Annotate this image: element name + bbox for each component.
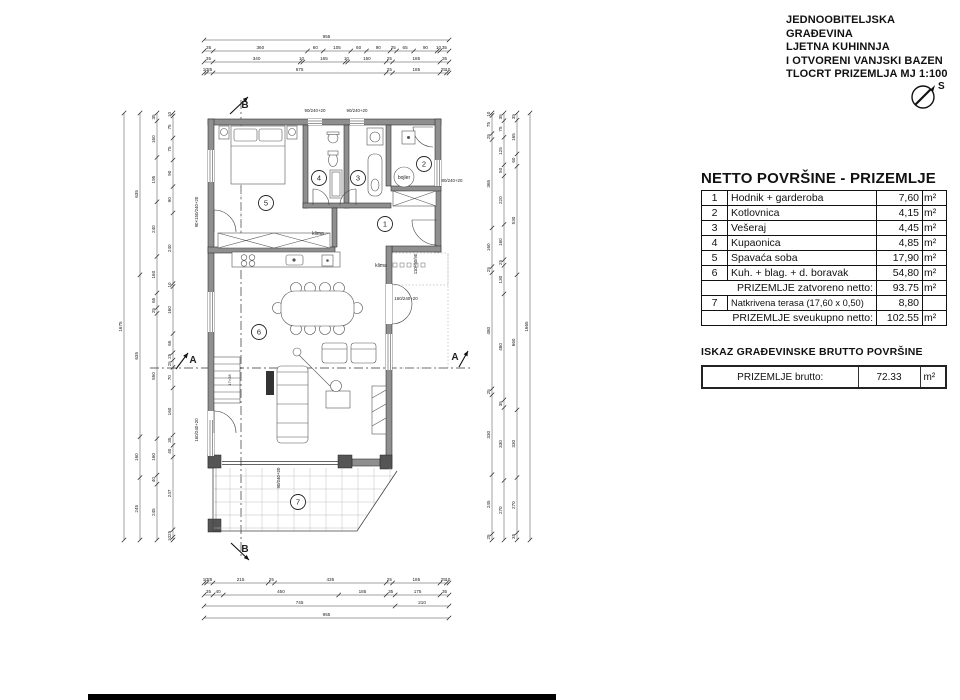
table-cell: 7,60	[877, 191, 923, 206]
table-cell: 3	[702, 221, 728, 236]
room-number	[291, 495, 306, 510]
dimension-label: 35	[441, 45, 447, 51]
dimension-label: 635	[134, 190, 140, 198]
dimension-label: 635	[134, 351, 140, 360]
table-cell: 17,90	[877, 251, 923, 266]
dimension-label: 25	[440, 67, 446, 73]
dimension-label: 245	[134, 504, 140, 513]
table-row	[702, 281, 947, 296]
section-letter: B	[241, 100, 249, 111]
dimension-label: 10	[202, 577, 208, 583]
sheet-edge-bar	[88, 694, 556, 700]
room-number	[259, 196, 274, 211]
dimension-label: 40	[215, 589, 221, 595]
table-cell: 4,45	[877, 221, 923, 236]
dimension-label: 75	[486, 121, 492, 128]
dimension-label: 195	[151, 175, 157, 184]
dimension-label: 65	[151, 297, 157, 303]
dimension-label: 35	[511, 533, 517, 539]
table-cell: m²	[923, 191, 947, 206]
dimension-label: 25	[167, 361, 173, 367]
brutto-block	[701, 346, 947, 389]
table-cell: m²	[923, 236, 947, 251]
dimension-label: 90	[167, 170, 173, 176]
dimension-label: 10	[167, 535, 173, 542]
table-cell: Kuh. + blag. + d. boravak	[728, 266, 877, 281]
dim-chain	[202, 34, 451, 42]
section-marker	[230, 97, 249, 114]
dimension-label: 185	[412, 577, 421, 583]
dim-chain	[202, 612, 451, 620]
title-line: I OTVORENI VANJSKI BAZEN	[786, 54, 943, 67]
table-cell: 6	[702, 266, 728, 281]
dimension-label: 245	[486, 500, 492, 509]
table-cell: 8,80	[877, 296, 923, 311]
room-number-label: 3	[355, 173, 361, 183]
dimension-label: 25	[386, 56, 392, 62]
dimension-label: 25	[498, 259, 504, 266]
table-row	[702, 251, 947, 266]
dimension-label: 75	[167, 124, 173, 130]
table-cell: 1	[702, 191, 728, 206]
plan-label: 90/240+20	[276, 467, 281, 489]
dimension-label: 75	[167, 146, 173, 152]
dimension-label: 330	[498, 440, 504, 448]
dimension-label: 10	[445, 67, 451, 73]
dimension-label: 125	[498, 147, 504, 155]
dimension-label: 675	[295, 67, 304, 73]
dimension-label: 550	[151, 372, 157, 380]
dimension-label: 210	[418, 600, 426, 606]
table-row	[702, 221, 947, 236]
table-cell: PRIZEMLJE sveukupno netto:	[702, 311, 877, 326]
dimension-label: 130	[498, 275, 504, 284]
title-lines	[786, 14, 956, 68]
plan-label: 90/240+20	[304, 108, 326, 113]
dimension-label: 220	[498, 196, 504, 205]
dim-chain	[202, 577, 451, 585]
dimension-label: 185	[412, 56, 421, 62]
dimension-label: 50	[498, 167, 504, 173]
dimension-label: 35	[498, 401, 504, 407]
room-number-label: 4	[316, 173, 322, 183]
plan-label: 90/240+20	[346, 108, 368, 113]
dimension-label: 160	[134, 453, 140, 461]
dimension-label: 35	[441, 56, 448, 62]
dimension-label: 60	[511, 157, 517, 163]
table-row	[702, 191, 947, 206]
title-line: JEDNOOBITELJSKA GRAĐEVINA	[786, 14, 895, 40]
room-number	[312, 171, 327, 186]
dimension-label: 10	[167, 111, 173, 118]
dimension-label: 435	[326, 577, 335, 583]
dimension-label: 25	[268, 577, 274, 583]
dimension-label: 35	[388, 589, 394, 595]
dimension-label: 10	[445, 577, 451, 583]
brutto-row-unit: m²	[920, 366, 946, 388]
room-number	[351, 171, 366, 186]
kitchen-counter	[232, 252, 340, 267]
dimension-label: 35	[441, 589, 448, 595]
dimension-label: 745	[295, 600, 304, 606]
dimension-label: 360	[256, 45, 265, 51]
room-number-label: 7	[295, 497, 301, 507]
table-cell: 4	[702, 236, 728, 251]
dimension-label: 270	[498, 506, 504, 515]
section-marker	[176, 353, 197, 369]
dimension-label: 90	[375, 45, 381, 51]
dimension-label: 35	[498, 114, 504, 120]
table-cell: Hodnik + garderoba	[728, 191, 877, 206]
dimension-label: 450	[277, 589, 285, 595]
table-cell: 7	[702, 296, 728, 311]
dimension-label: 185	[358, 589, 367, 595]
dimension-label: 330	[511, 439, 517, 448]
dimension-label: 10	[202, 67, 208, 73]
dimension-label: 90	[167, 197, 173, 203]
dim-chain	[202, 56, 451, 64]
dimension-label: 215	[236, 577, 245, 583]
dimension-label: 25	[486, 134, 492, 140]
dimension-label: 245	[151, 508, 157, 516]
dim-chain	[202, 600, 451, 608]
dimension-label: 1675	[118, 321, 124, 332]
dimension-label: 70	[167, 375, 173, 381]
brutto-heading: ISKAZ GRAĐEVINSKE BRUTTO POVRŠINE	[701, 346, 923, 358]
table-row	[702, 311, 947, 326]
dimension-label: 160	[167, 306, 173, 314]
dimension-label: 160	[486, 243, 492, 252]
table-cell: 4,15	[877, 206, 923, 221]
dimension-label: 160	[151, 135, 157, 144]
table-cell: 2	[702, 206, 728, 221]
brutto-row-name: PRIZEMLJE brutto:	[702, 366, 858, 388]
dimension-label: 25	[386, 577, 392, 583]
table-cell: Kupaonica	[728, 236, 877, 251]
netto-table-title: NETTO POVRŠINE - PRIZEMLJE	[701, 170, 936, 187]
dimension-label: 25	[151, 307, 157, 314]
table-cell: Natkrivena terasa (17,60 x 0,50)	[728, 296, 877, 311]
living-furniture	[266, 343, 386, 443]
table-row	[702, 266, 947, 281]
dimension-label: 25	[486, 534, 492, 540]
dim-chain	[498, 111, 506, 542]
dimension-label: 247	[167, 489, 173, 498]
title-line: LJETNA KUHINNJA	[786, 41, 890, 53]
table-cell: PRIZEMLJE zatvoreno netto:	[702, 281, 877, 296]
table-cell: m²	[923, 251, 947, 266]
dimension-label: 35	[206, 45, 212, 51]
dimension-label: 35	[511, 114, 517, 120]
dimension-label: 365	[486, 179, 492, 188]
svg-text:S: S	[938, 81, 945, 92]
dimension-label: 10	[343, 56, 349, 62]
dimension-label: 60	[312, 45, 318, 51]
title-block	[786, 14, 956, 82]
dim-chain	[202, 589, 451, 597]
dimension-label: 480	[486, 326, 492, 335]
table-cell: m²	[923, 221, 947, 236]
plan-label: bojler	[397, 175, 411, 181]
dimension-label: 165	[511, 133, 517, 141]
dimension-label: 160	[167, 407, 173, 416]
plan-label: 110+50/90	[413, 253, 418, 275]
dimension-label: 90	[422, 45, 428, 51]
dimension-label: 165	[320, 56, 328, 62]
klima-unit-dashes	[393, 263, 425, 267]
section-marker	[231, 543, 249, 560]
section-letter: A	[189, 355, 197, 366]
dimension-label: 480	[498, 343, 504, 351]
dimension-label: 65	[402, 45, 408, 51]
dimension-label: 105	[333, 45, 341, 51]
dimension-label: 25	[207, 67, 213, 73]
room-number-label: 5	[263, 198, 269, 208]
plan-label: 17×28	[227, 374, 232, 386]
dim-chain	[511, 111, 519, 542]
dim-chain	[151, 111, 159, 542]
table-row	[702, 206, 947, 221]
dimension-label: 185	[412, 67, 421, 73]
dim-chain	[486, 111, 494, 542]
section-letter: B	[241, 544, 249, 555]
drawing-scale: MJ 1:100	[900, 68, 948, 80]
room-number	[252, 325, 267, 340]
table-cell: 54,80	[877, 266, 923, 281]
table-cell: Kotlovnica	[728, 206, 877, 221]
table-row	[702, 236, 947, 251]
dim-chain	[134, 111, 142, 542]
north-arrow-icon	[912, 81, 945, 108]
dim-chain	[167, 111, 175, 542]
dimension-label: 35	[205, 56, 212, 62]
dimension-label: 60	[356, 45, 362, 51]
dining-table-chairs	[273, 283, 363, 335]
dimension-label: 25	[390, 45, 396, 51]
table-cell: m²	[923, 281, 947, 296]
plan-label: 80/240+20	[441, 178, 463, 183]
dimension-label: 25	[486, 389, 492, 395]
plan-label: klima	[375, 263, 387, 269]
dimension-label: 10	[167, 282, 173, 288]
plan-label: klima	[312, 231, 324, 237]
dimension-label: 35	[205, 589, 212, 595]
table-cell: m²	[923, 266, 947, 281]
table-cell: 4,85	[877, 236, 923, 251]
netto-area-block	[701, 170, 947, 326]
dimension-label: 40	[167, 448, 173, 454]
dimension-label: 660	[511, 338, 517, 347]
dimension-label: 25	[386, 67, 392, 73]
plan-label: 90×150/240+20	[194, 196, 199, 228]
dimension-label: 25	[207, 577, 213, 583]
laundry-fixtures	[367, 128, 383, 196]
section-marker	[451, 351, 468, 367]
table-cell: m²	[923, 311, 947, 326]
plan-label: 160/240+20	[394, 296, 418, 301]
dimension-label: 160	[498, 238, 504, 246]
table-cell: Vešeraj	[728, 221, 877, 236]
dimension-label: 75	[498, 126, 504, 132]
brutto-row-value: 72.33	[858, 366, 920, 388]
dimension-label: 25	[486, 267, 492, 273]
dimension-label: 10	[486, 111, 492, 117]
table-cell: Spavaća soba	[728, 251, 877, 266]
section-letter: A	[451, 352, 459, 363]
bed	[219, 126, 297, 184]
room-number	[417, 157, 432, 172]
dimension-label: 25	[167, 353, 173, 359]
dimension-label: 955	[322, 34, 331, 40]
dimension-label: 10	[298, 56, 305, 62]
dimension-label: 955	[322, 612, 331, 618]
dimension-label: 160	[151, 453, 157, 461]
room-number-label: 6	[256, 327, 262, 337]
room-number	[378, 217, 393, 232]
room-number-label: 2	[421, 159, 427, 169]
dim-chain	[202, 67, 451, 75]
dimension-label: 25	[440, 577, 446, 583]
dimension-label: 40	[151, 477, 157, 483]
dimension-label: 530	[511, 216, 517, 225]
table-row	[702, 296, 947, 311]
room-number-label: 1	[382, 219, 388, 229]
dimension-label: 150	[363, 56, 371, 62]
dim-chain	[202, 45, 451, 53]
brutto-table	[701, 365, 947, 389]
dimension-label: 330	[486, 430, 492, 439]
dim-chain	[118, 111, 126, 542]
drawing-title: TLOCRT PRIZEMLJA	[786, 68, 898, 80]
dimension-label: 35	[151, 114, 157, 120]
plan-label: 160/240+20	[194, 418, 199, 442]
dimension-label: 270	[511, 501, 517, 510]
dimension-label: 65	[167, 340, 173, 346]
dim-chain	[524, 111, 532, 542]
dimension-label: 1665	[524, 321, 530, 332]
dimension-label: 160	[151, 270, 157, 279]
table-cell: 93.75	[877, 281, 923, 296]
dimension-label: 10	[435, 45, 442, 51]
netto-table	[701, 190, 947, 326]
wardrobes	[218, 191, 436, 248]
dimension-label: 175	[413, 589, 422, 595]
dimension-label: 35	[167, 437, 173, 443]
table-cell: 5	[702, 251, 728, 266]
drawing-name	[786, 68, 956, 82]
dimension-label: 240	[151, 225, 157, 233]
bathroom-fixtures	[327, 132, 342, 198]
table-cell: m²	[923, 206, 947, 221]
table-cell	[923, 296, 947, 311]
table-cell: 102.55	[877, 311, 923, 326]
dimension-label: 240	[167, 244, 173, 253]
dimension-label: 340	[252, 56, 261, 62]
dimension-label: 25	[167, 530, 173, 536]
